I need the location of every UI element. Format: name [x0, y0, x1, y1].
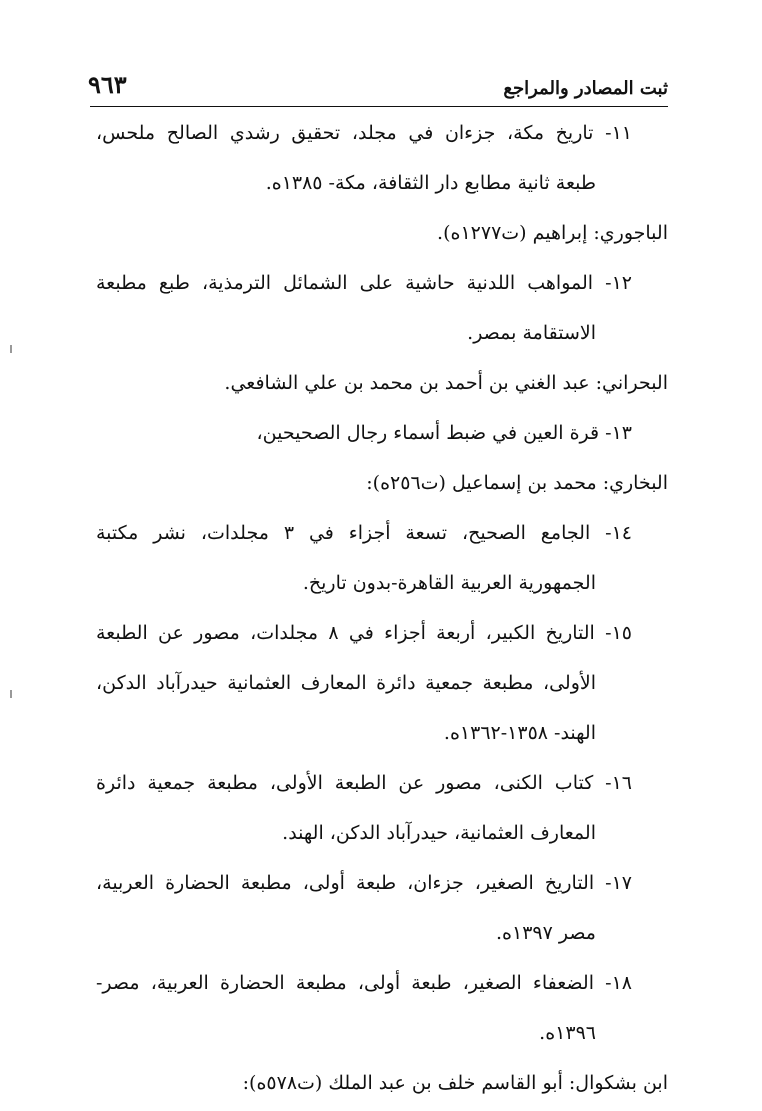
- entry-line: ١٦- كتاب الكنى، مصور عن الطبعة الأولى، مطبعة جمعية دائرة: [96, 772, 632, 794]
- author-line: البخاري: محمد بن إسماعيل (ت٢٥٦ه):: [366, 472, 668, 494]
- margin-mark: [10, 345, 12, 353]
- entry-line: مصر ١٣٩٧ه.: [495, 922, 596, 944]
- entry-line: ١٨- الضعفاء الصغير، طبعة أولى، مطبعة الحضارة العربية، مصر-: [96, 972, 632, 994]
- page-number: ٩٦٣: [88, 70, 127, 99]
- bibliography-entries: [96, 108, 668, 1108]
- entry-line: المعارف العثمانية، حيدرآباد الدكن، الهند.: [282, 822, 596, 844]
- entry-line: ١٤- الجامع الصحيح، تسعة أجزاء في ٣ مجلدات، نشر مكتبة: [96, 522, 632, 544]
- entry-line: ١٥- التاريخ الكبير، أربعة أجزاء في ٨ مجلدات، مصور عن الطبعة: [96, 622, 632, 644]
- entry-line: الجمهورية العربية القاهرة-بدون تاريخ.: [302, 572, 596, 594]
- entry-line: ١٣٩٦ه.: [539, 1022, 596, 1044]
- entry-line: طبعة ثانية مطابع دار الثقافة، مكة- ١٣٨٥ه.: [265, 172, 596, 194]
- entry-line: ١٣- قرة العين في ضبط أسماء رجال الصحيحين،: [256, 422, 632, 444]
- running-title: ثبت المصادر والمراجع: [503, 78, 668, 99]
- page-header: [88, 66, 668, 108]
- entry-line: الأولى، مطبعة جمعية دائرة المعارف العثمانية حيدرآباد الدكن،: [96, 672, 596, 694]
- author-line: ابن بشكوال: أبو القاسم خلف بن عبد الملك (ت٥٧٨ه):: [242, 1072, 668, 1094]
- header-rule: [90, 106, 668, 107]
- entry-line: الاستقامة بمصر.: [467, 322, 596, 344]
- entry-line: ١١- تاريخ مكة، جزءان في مجلد، تحقيق رشدي الصالح ملحس،: [96, 122, 632, 144]
- author-line: الباجوري: إبراهيم (ت١٢٧٧ه).: [437, 222, 668, 244]
- entry-line: الهند- ١٣٥٨-١٣٦٢ه.: [443, 722, 596, 744]
- margin-mark: [10, 690, 12, 698]
- author-line: البحراني: عبد الغني بن أحمد بن محمد بن علي الشافعي.: [224, 372, 668, 394]
- entry-line: ١٧- التاريخ الصغير، جزءان، طبعة أولى، مطبعة الحضارة العربية،: [96, 872, 632, 894]
- entry-line: ١٢- المواهب اللدنية حاشية على الشمائل الترمذية، طبع مطبعة: [96, 272, 632, 294]
